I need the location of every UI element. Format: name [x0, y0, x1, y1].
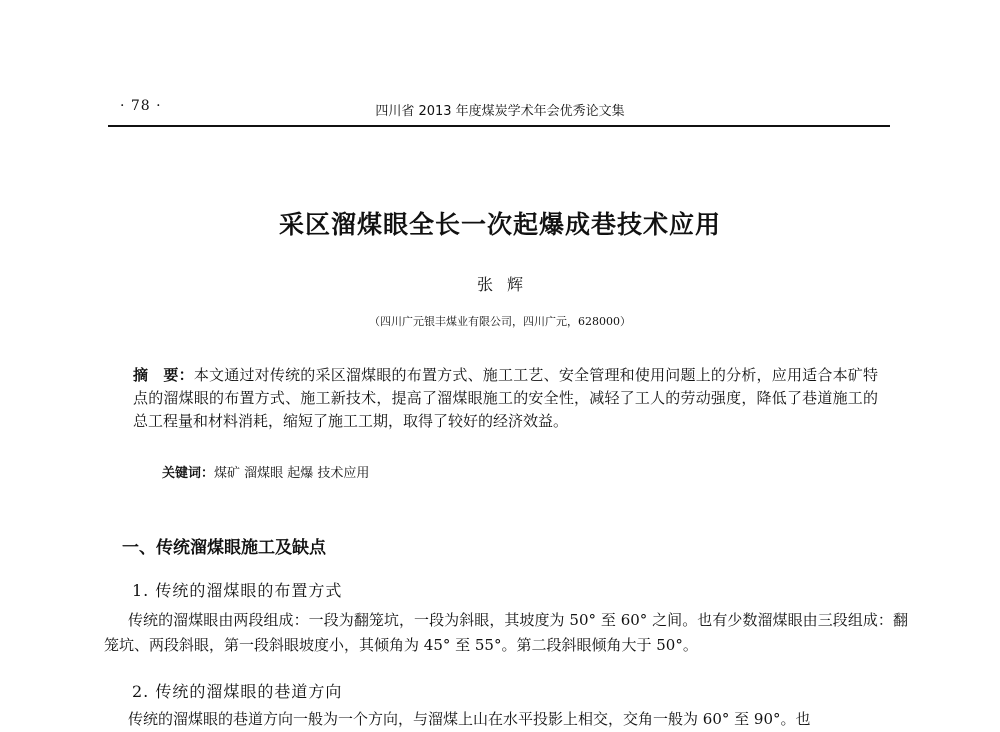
keywords-label: 关键词： — [162, 466, 215, 481]
header-rule — [108, 125, 890, 127]
article-title: 采区溜煤眼全长一次起爆成巷技术应用 — [278, 210, 721, 239]
author-affiliation: （四川广元银丰煤业有限公司，四川广元，628000） — [369, 315, 631, 328]
keywords-text: 煤矿 溜煤眼 起爆 技术应用 — [214, 466, 370, 481]
author-name: 张辉 — [476, 275, 537, 294]
section-heading: 一、传统溜煤眼施工及缺点 — [122, 538, 326, 558]
abstract — [133, 364, 878, 433]
abstract-text: 本文通过对传统的采区溜煤眼的布置方式、施工工艺、安全管理和使用问题上的分析，应用适合本矿特点的溜煤眼的布置方式、施工新技术，提高了溜煤眼施工的安全性，减轻了工人的劳动强度，降低了巷道施工的总工程量和材料消耗，缩短了施工工期，取得了较好的经济效益。 — [133, 366, 878, 430]
subsection-heading-2: 2. 传统的溜煤眼的巷道方向 — [132, 682, 343, 701]
keywords — [162, 462, 369, 481]
page-number: · 78 · — [120, 98, 162, 114]
running-title: 四川省 2013 年度煤炭学术年会优秀论文集 — [375, 104, 625, 119]
abstract-label: 摘 要： — [133, 366, 194, 384]
paragraph-2: 传统的溜煤眼的巷道方向一般为一个方向，与溜煤上山在水平投影上相交，交角一般为 60° 至 90°。也 — [128, 710, 811, 728]
paragraph-1: 传统的溜煤眼由两段组成：一段为翻笼坑，一段为斜眼，其坡度为 50° 至 60° 之间。也有少数溜煤眼由三段组成：翻笼坑、两段斜眼，第一段斜眼坡度小，其倾角为 45° 至 55°。第二段斜眼倾角大于 50°。 — [104, 611, 908, 654]
subsection-heading-1: 1. 传统的溜煤眼的布置方式 — [132, 581, 343, 600]
